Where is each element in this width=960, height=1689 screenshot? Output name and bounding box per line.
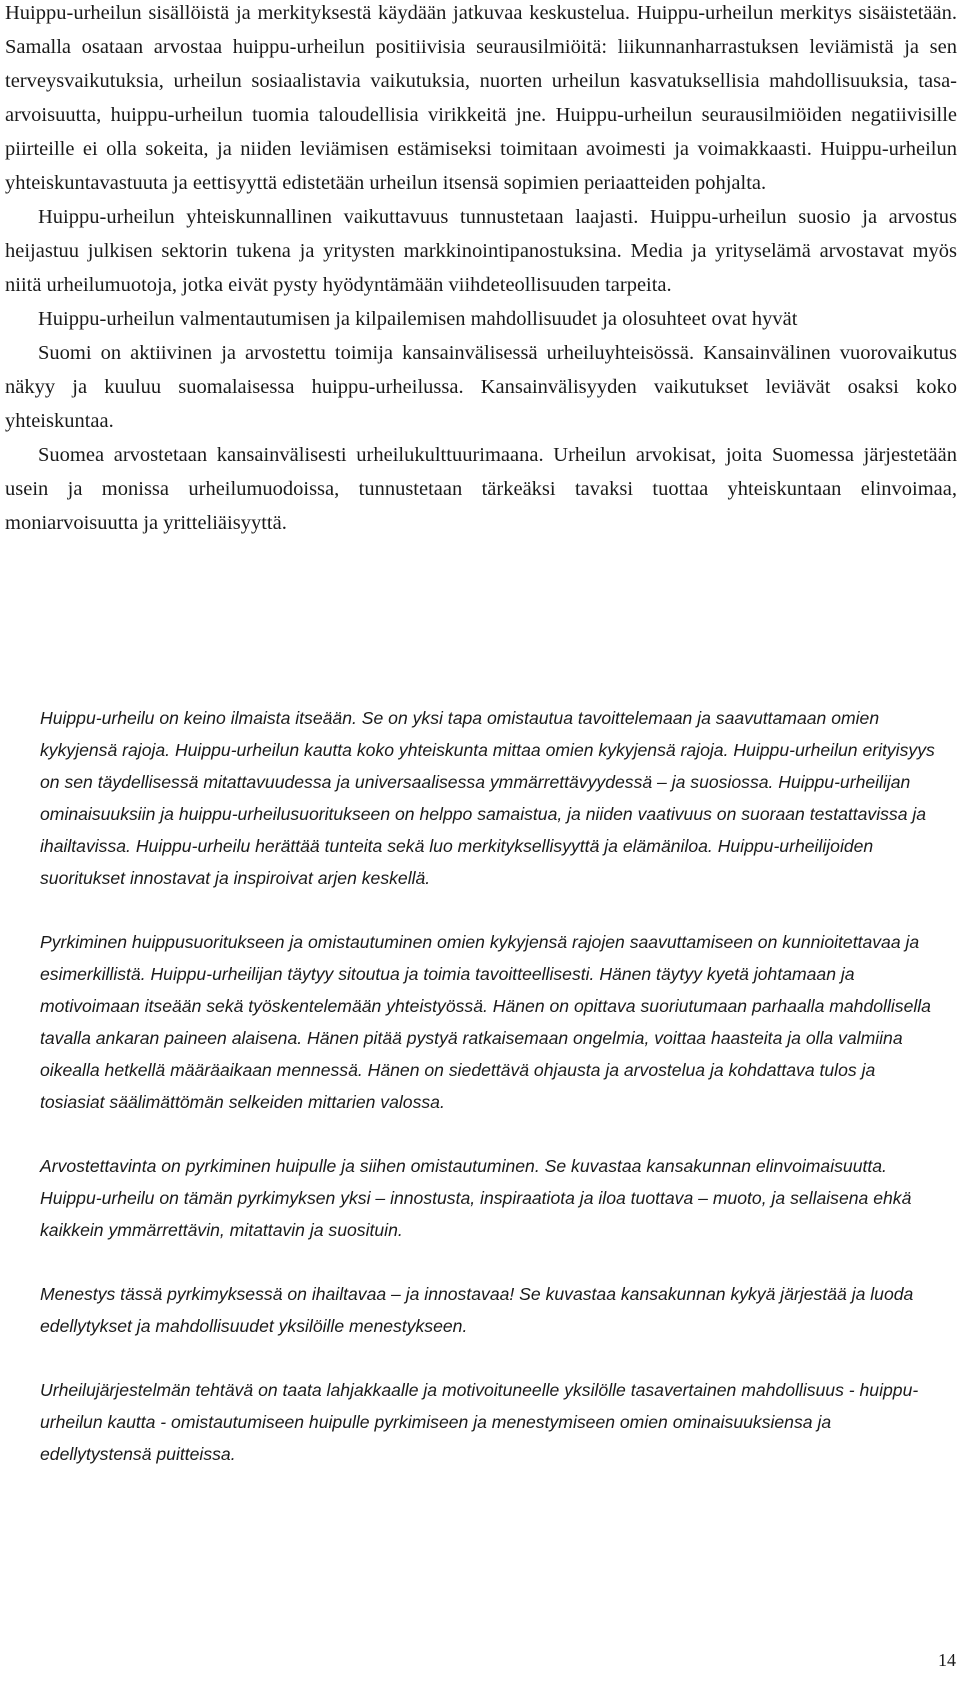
body-paragraph: Suomi on aktiivinen ja arvostettu toimija kansainvälisessä urheiluyhteisössä. Kansainvälinen vuorovaikutus näkyy ja kuuluu suomalaisessa huippu-urheilussa. Kansainvälisyyden vaikutukset leviävät osaksi koko yhteiskuntaa. [5,342,957,432]
quote-paragraph: Urheilujärjestelmän tehtävä on taata lahjakkaalle ja motivoituneelle yksilölle tasavertainen mahdollisuus - huippu-urheilun kautta - omistautumiseen huipulle pyrkimiseen ja menestymiseen omien ominaisuuksiensa ja edellytystensä puitteissa. [40,1380,919,1464]
vision-quote [40,702,940,1502]
quote-paragraph: Arvostettavinta on pyrkiminen huipulle ja siihen omistautuminen. Se kuvastaa kansakunnan elinvoimaisuutta. Huippu-urheilu on tämän pyrkimyksen yksi – innostusta, inspiraatiota ja iloa tuottava – muoto, ja sellaisena ehkä kaikkein ymmärrettävin, mitattavin ja suosituin. [40,1156,912,1240]
body-paragraph: Huippu-urheilun yhteiskunnallinen vaikuttavuus tunnustetaan laajasti. Huippu-urheilun suosio ja arvostus heijastuu julkisen sektorin tukena ja yritysten markkinointipanostuksina. Media ja yrityselämä arvostavat myös niitä urheilumuotoja, jotka eivät pysty hyödyntämään viihdeteollisuuden tarpeita. [5,206,957,296]
page-number: 14 [938,1650,956,1670]
quote-paragraph: Huippu-urheilu on keino ilmaista itseään. Se on yksi tapa omistautua tavoittelemaan ja saavuttamaan omien kykyjensä rajoja. Huippu-urheilun kautta koko yhteiskunta mittaa omien kykyjensä rajoja. Huippu-urheilun erityisyys on sen täydellisessä mitattavuudessa ja universaalisessa ymmärrettävyydessä – ja suosiossa. Huippu-urheilijan ominaisuuksiin ja huippu-urheilusuoritukseen on helppo samaistua, ja niiden vaativuus on suoraan testattavissa ja ihailtavissa. Huippu-urheilu herättää tunteita sekä luo merkityksellisyyttä ja elämäniloa. Huippu-urheilijoiden suoritukset innostavat ja inspiroivat arjen keskellä. [40,708,935,888]
body-paragraph: Huippu-urheilun valmentautumisen ja kilpailemisen mahdollisuudet ja olosuhteet ovat hyvät [38,308,798,330]
quote-paragraph: Menestys tässä pyrkimyksessä on ihailtavaa – ja innostavaa! Se kuvastaa kansakunnan kykyä järjestää ja luoda edellytykset ja mahdollisuudet yksilöille menestykseen. [40,1284,914,1336]
body-paragraph: Huippu-urheilun sisällöistä ja merkityksestä käydään jatkuvaa keskustelua. Huippu-urheilun merkitys sisäistetään. Samalla osataan arvostaa huippu-urheilun positiivisia seurausilmiöitä: liikunnanharrastuksen leviämistä ja sen terveysvaikutuksia, urheilun sosiaalistavia vaikutuksia, nuorten urheilun kasvatuksellisia mahdollisuuksia, tasa-arvoisuutta, huippu-urheilun tuomia taloudellisia virikkeitä jne. Huippu-urheilun seurausilmiöiden negatiivisille piirteille ei olla sokeita, ja niiden leviämisen estämiseksi toimitaan avoimesti ja voimakkaasti. Huippu-urheilun yhteiskuntavastuuta ja eettisyyttä edistetään urheilun itsensä sopimien periaatteiden pohjalta. [5,2,957,194]
quote-paragraph: Pyrkiminen huippusuoritukseen ja omistautuminen omien kykyjensä rajojen saavuttamiseen on kunnioitettavaa ja esimerkillistä. Huippu-urheilijan täytyy sitoutua ja toimia tavoitteellisesti. Hänen täytyy kyetä johtamaan ja motivoimaan itseään sekä työskentelemään yhteistyössä. Hänen on opittava suoriutumaan parhaalla mahdollisella tavalla ankaran paineen alaisena. Hänen pitää pystyä ratkaisemaan ongelmia, voittaa haasteita ja olla valmiina oikealla hetkellä määräaikaan mennessä. Hänen on siedettävä ohjausta ja arvostelua ja kohdattava tulos ja tosiasiat säälimättömän selkeiden mittarien valossa. [40,932,931,1112]
body-paragraph: Suomea arvostetaan kansainvälisesti urheilukulttuurimaana. Urheilun arvokisat, joita Suomessa järjestetään usein ja monissa urheilumuodoissa, tunnustetaan tärkeäksi tavaksi tuottaa yhteiskuntaan elinvoimaa, moniarvoisuutta ja yritteliäisyyttä. [5,444,957,534]
body-text [5,0,957,540]
